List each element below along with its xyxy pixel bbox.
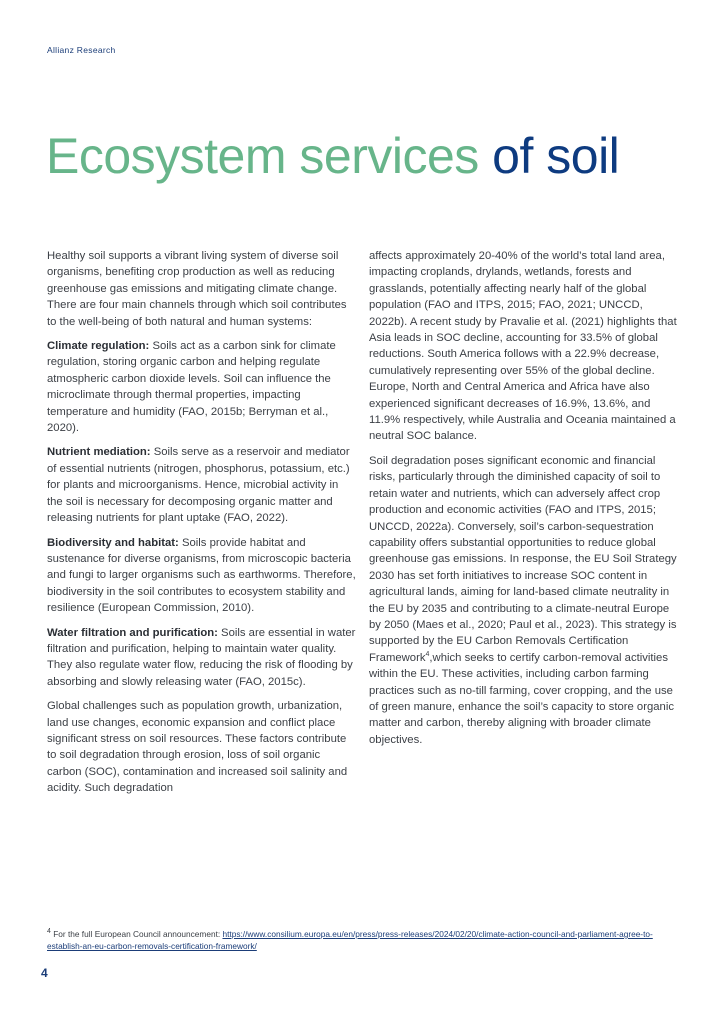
biodiversity-heading: Biodiversity and habitat:	[47, 536, 179, 549]
title-part-blue: of soil	[492, 128, 620, 184]
water-filtration-paragraph	[47, 625, 357, 691]
climate-regulation-paragraph	[47, 338, 357, 436]
water-filtration-heading: Water filtration and purification:	[47, 626, 218, 639]
biodiversity-text: Soils provide habitat and sustenance for diverse organisms, from microscopic bacteria and fungi to larger organisms such as earthworms. Therefore, biodiversity in the soil contributes to ecosystem stability and resilience (European Commission, 2010).	[47, 536, 356, 615]
footnote-number: 4	[47, 928, 51, 936]
climate-regulation-text: Soils act as a carbon sink for climate regulation, storing organic carbon and helping regulate atmospheric carbon dioxide levels. Soil can influence the microclimate through thermal properties, impacting temperature and humidity (FAO, 2015b; Berryman et al., 2020).	[47, 340, 336, 435]
economic-risks-text-b: ,which seeks to certify carbon-removal activities within the EU. These activities, including carbon farming practices such as no-till farming, cover cropping, and the use of green manure, enhance the soil’s capacity to store organic matter and carbon, thereby aligning with broader climate objectives.	[369, 651, 674, 746]
nutrient-mediation-heading: Nutrient mediation:	[47, 446, 151, 459]
water-filtration-text: Soils are essential in water filtration and purification, helping to maintain water quality. They also regulate water flow, reducing the risk of flooding by absorbing and slowly releasing water (FAO, 2015c).	[47, 626, 356, 688]
climate-regulation-heading: Climate regulation:	[47, 340, 150, 353]
nutrient-mediation-text: Soils serve as a reservoir and mediator of essential nutrients (nitrogen, phosphorus, potassium, etc.) for plants and microorganisms. Hence, microbial activity in the soil is necessary for decomposing organic matter and releasing nutrients for plant uptake (FAO, 2022).	[47, 446, 350, 525]
intro-paragraph: Healthy soil supports a vibrant living system of diverse soil organisms, benefiting crop production as well as reducing greenhouse gas emissions and mitigating climate change. There are four main channels through which soil contributes to the well-being of both natural and human systems:	[47, 250, 347, 328]
soc-decline-paragraph: affects approximately 20-40% of the world’s total land area, impacting croplands, drylands, wetlands, forests and grasslands, potentially affecting nearly half of the global population (FAO and ITPS, 2015; FAO, 2021; UNCCD, 2022b). A recent study by Pravalie et al. (2021) highlights that Asia leads in SOC decline, accounting for 33.5% of global reductions. South America follows with a 22.9% decrease, cumulatively representing over 55% of the global decline. Europe, North and Central America and Africa have also experienced significant decreases of 16.9%, 13.6%, and 11.9% respectively, while Australia and Oceania maintained a neutral SOC balance.	[369, 250, 677, 443]
right-column	[369, 248, 679, 756]
biodiversity-paragraph	[47, 535, 357, 617]
footnote-text: For the full European Council announcement:	[50, 929, 223, 939]
global-challenges-paragraph: Global challenges such as population growth, urbanization, land use changes, economic expansion and conflict place significant stress on soil resources. These factors contribute to soil degradation through erosion, loss of soil organic carbon (SOC), contamination and increased soil salinity and acidity. Such degradation	[47, 700, 348, 795]
footnote-link[interactable]: https://www.consilium.europa.eu/en/press/press-releases/2024/02/20/climate-action-council-and-parliament-agree-to-establish-an-eu-carbon-removals-certification-framework/	[47, 929, 653, 951]
page-title	[46, 126, 619, 186]
economic-risks-text-a: Soil degradation poses significant economic and financial risks, particularly through the diminished capacity of soil to retain water and nutrients, which can adversely affect crop production and economic activities (FAO and ITPS, 2015; UNCCD, 2022a). Conversely, soil’s carbon-sequestration capability offers substantial opportunities to reduce global greenhouse gas emissions. In response, the EU Soil Strategy 2030 has set forth initiatives to increase SOC content in agricultural lands, aiming for land-based climate neutrality in the EU by 2035 and contributing to a climate-neutral Europe by 2050 (Maes et al., 2020; Paul et al., 2023). This strategy is supported by the EU Carbon Removals Certification Framework	[369, 454, 677, 664]
footnote	[47, 928, 687, 952]
page-number: 4	[41, 966, 48, 980]
left-column	[47, 248, 357, 805]
title-part-green: Ecosystem services	[46, 128, 493, 184]
economic-risks-paragraph	[369, 453, 679, 748]
report-header: Allianz Research	[47, 45, 116, 55]
footnote-reference[interactable]: 4	[425, 650, 430, 658]
nutrient-mediation-paragraph	[47, 444, 357, 526]
